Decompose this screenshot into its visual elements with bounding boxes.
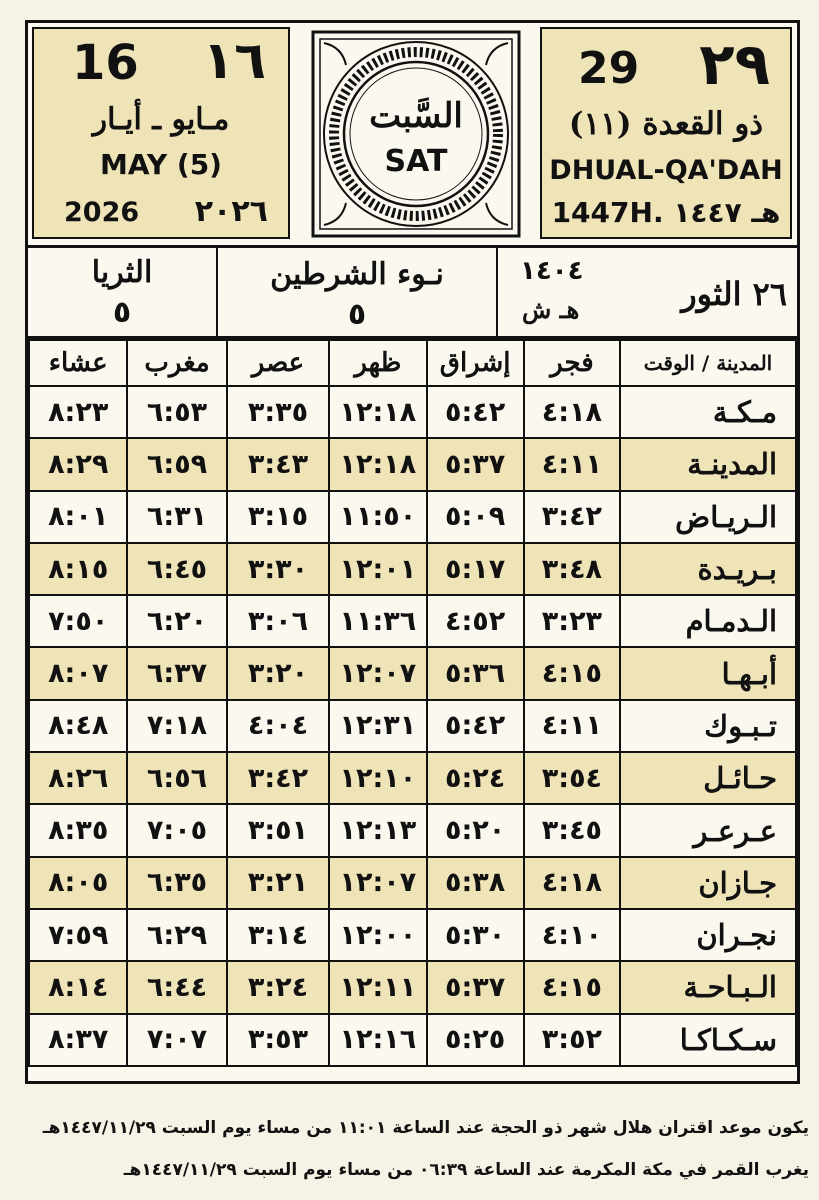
isha-time: ٨:٢٣ xyxy=(29,386,127,438)
dhuhr-time: ١١:٣٦ xyxy=(329,595,426,647)
solar-year-suffix: هـ ش xyxy=(522,295,580,324)
gregorian-day-western: 16 xyxy=(72,35,139,91)
isha-time: ٨:٣٧ xyxy=(29,1014,127,1066)
asr-time: ٣:٣٠ xyxy=(227,543,329,595)
header-shuruq: إشراق xyxy=(427,340,524,386)
isha-time: ٨:٢٦ xyxy=(29,752,127,804)
maghrib-time: ٦:٢٩ xyxy=(127,909,226,961)
fajr-time: ٣:٢٣ xyxy=(524,595,620,647)
shuruq-time: ٥:٤٢ xyxy=(427,386,524,438)
dhuhr-time: ١٢:٣١ xyxy=(329,700,426,752)
gregorian-month-arabic: مـايو ـ أيـار xyxy=(92,102,230,137)
city-name: عـرعـر xyxy=(620,804,796,856)
table-row xyxy=(29,857,796,909)
table-row xyxy=(29,491,796,543)
table-row xyxy=(29,700,796,752)
isha-time: ٧:٥٠ xyxy=(29,595,127,647)
isha-time: ٨:٠١ xyxy=(29,491,127,543)
maghrib-time: ٦:٣٥ xyxy=(127,857,226,909)
asr-time: ٣:٢٤ xyxy=(227,961,329,1013)
city-name: نجـران xyxy=(620,909,796,961)
dhuhr-time: ١٢:١٨ xyxy=(329,438,426,490)
isha-time: ٧:٥٩ xyxy=(29,909,127,961)
asr-time: ٣:٤٢ xyxy=(227,752,329,804)
header xyxy=(28,23,797,248)
city-name: أبـهـا xyxy=(620,647,796,699)
isha-time: ٨:٠٥ xyxy=(29,857,127,909)
season-info-row xyxy=(28,248,797,339)
asr-time: ٤:٠٤ xyxy=(227,700,329,752)
maghrib-time: ٦:٣١ xyxy=(127,491,226,543)
city-name: المدينـة xyxy=(620,438,796,490)
maghrib-time: ٧:١٨ xyxy=(127,700,226,752)
maghrib-time: ٦:٥٦ xyxy=(127,752,226,804)
maghrib-time: ٦:٢٠ xyxy=(127,595,226,647)
header-dhuhr: ظهر xyxy=(329,340,426,386)
hijri-month-english: DHUAL-QA'DAH xyxy=(549,155,783,186)
fajr-time: ٣:٥٢ xyxy=(524,1014,620,1066)
gregorian-year-western: 2026 xyxy=(64,197,140,228)
fajr-time: ٣:٤٨ xyxy=(524,543,620,595)
table-row xyxy=(29,543,796,595)
table-row xyxy=(29,438,796,490)
fajr-time: ٣:٤٥ xyxy=(524,804,620,856)
table-row xyxy=(29,804,796,856)
header-maghrib: مغرب xyxy=(127,340,226,386)
isha-time: ٨:٠٧ xyxy=(29,647,127,699)
shuruq-time: ٥:٤٢ xyxy=(427,700,524,752)
fajr-time: ٤:١٨ xyxy=(524,386,620,438)
thurayya-value: ٥ xyxy=(112,295,132,330)
shuruq-time: ٥:٣٧ xyxy=(427,961,524,1013)
city-name: حـائـل xyxy=(620,752,796,804)
maghrib-time: ٧:٠٧ xyxy=(127,1014,226,1066)
shuruq-time: ٥:٢٠ xyxy=(427,804,524,856)
fajr-time: ٤:١٥ xyxy=(524,647,620,699)
maghrib-time: ٦:٣٧ xyxy=(127,647,226,699)
table-row xyxy=(29,961,796,1013)
shuruq-time: ٥:٣٦ xyxy=(427,647,524,699)
table-row xyxy=(29,386,796,438)
shuruq-time: ٥:٢٥ xyxy=(427,1014,524,1066)
city-name: مـكـة xyxy=(620,386,796,438)
dhuhr-time: ١٢:٠٧ xyxy=(329,857,426,909)
shuruq-time: ٥:١٧ xyxy=(427,543,524,595)
asr-time: ٣:٥٣ xyxy=(227,1014,329,1066)
city-name: جـازان xyxy=(620,857,796,909)
isha-time: ٨:٣٥ xyxy=(29,804,127,856)
solar-date-cell xyxy=(498,248,797,336)
naw-value: ٥ xyxy=(347,297,367,332)
table-row xyxy=(29,595,796,647)
dhuhr-time: ١١:٥٠ xyxy=(329,491,426,543)
hijri-month-arabic: ذو القعدة (١١) xyxy=(568,106,764,142)
thurayya-cell xyxy=(28,248,218,336)
note-moonset: يغرب القمر في مكة المكرمة عند الساعة ٠٦:٣٩ من مساء يوم السبت ١٤٤٧/١١/٢٩هـ xyxy=(123,1160,809,1180)
weekday-english: SAT xyxy=(384,144,448,179)
city-name: الـدمـام xyxy=(620,595,796,647)
maghrib-time: ٧:٠٥ xyxy=(127,804,226,856)
dhuhr-time: ١٢:٠٧ xyxy=(329,647,426,699)
header-city-time: المدينة / الوقت xyxy=(620,340,796,386)
header-isha: عشاء xyxy=(29,340,127,386)
asr-time: ٣:١٥ xyxy=(227,491,329,543)
prayer-times-table xyxy=(28,339,797,1067)
hijri-day-western: 29 xyxy=(578,43,640,94)
shuruq-time: ٥:٣٠ xyxy=(427,909,524,961)
maghrib-time: ٦:٥٩ xyxy=(127,438,226,490)
gregorian-year-arabic: ٢٠٢٦ xyxy=(194,194,268,229)
maghrib-time: ٦:٤٥ xyxy=(127,543,226,595)
shuruq-time: ٥:٣٨ xyxy=(427,857,524,909)
header-time: الوقت xyxy=(643,351,695,375)
isha-time: ٨:٤٨ xyxy=(29,700,127,752)
asr-time: ٣:٢٠ xyxy=(227,647,329,699)
fajr-time: ٤:١١ xyxy=(524,700,620,752)
dhuhr-time: ١٢:١٠ xyxy=(329,752,426,804)
fajr-time: ٤:١٥ xyxy=(524,961,620,1013)
shuruq-time: ٥:٠٩ xyxy=(427,491,524,543)
header-asr: عصر xyxy=(227,340,329,386)
gregorian-day-arabic: ١٦ xyxy=(202,31,266,91)
table-row xyxy=(29,909,796,961)
dhuhr-time: ١٢:٠١ xyxy=(329,543,426,595)
dhuhr-time: ١٢:١٣ xyxy=(329,804,426,856)
table-row xyxy=(29,1014,796,1066)
table-row xyxy=(29,647,796,699)
weekday-arabic: السَّبت xyxy=(369,96,463,136)
asr-time: ٣:٢١ xyxy=(227,857,329,909)
isha-time: ٨:٢٩ xyxy=(29,438,127,490)
fajr-time: ٣:٥٤ xyxy=(524,752,620,804)
asr-time: ٣:١٤ xyxy=(227,909,329,961)
dhuhr-time: ١٢:١٨ xyxy=(329,386,426,438)
naw-cell xyxy=(218,248,498,336)
shuruq-time: ٤:٥٢ xyxy=(427,595,524,647)
gregorian-month-english: MAY (5) xyxy=(100,148,222,181)
thurayya-label: الثريا xyxy=(91,255,153,290)
calendar-page xyxy=(25,20,800,1084)
fajr-time: ٣:٤٢ xyxy=(524,491,620,543)
asr-time: ٣:٣٥ xyxy=(227,386,329,438)
hijri-year: 1447H. هـ ١٤٤٧ xyxy=(551,196,781,229)
header-fajr: فجر xyxy=(524,340,620,386)
city-name: تـبـوك xyxy=(620,700,796,752)
zodiac-day: ٢٦ الثور xyxy=(681,275,787,313)
city-name: الـبـاحـة xyxy=(620,961,796,1013)
isha-time: ٨:١٥ xyxy=(29,543,127,595)
table-row xyxy=(29,752,796,804)
hijri-date-box xyxy=(540,27,792,239)
maghrib-time: ٦:٥٣ xyxy=(127,386,226,438)
fajr-time: ٤:١١ xyxy=(524,438,620,490)
city-name: الـريـاض xyxy=(620,491,796,543)
asr-time: ٣:٥١ xyxy=(227,804,329,856)
note-conjunction: يكون موعد اقتران هلال شهر ذو الحجة عند الساعة ١١:٠١ من مساء يوم السبت ١٤٤٧/١١/٢٩هـ xyxy=(42,1118,809,1138)
hijri-day-arabic: ٢٩ xyxy=(699,30,770,98)
dhuhr-time: ١٢:٠٠ xyxy=(329,909,426,961)
fajr-time: ٤:١٨ xyxy=(524,857,620,909)
table-header-row xyxy=(29,340,796,386)
asr-time: ٣:٠٦ xyxy=(227,595,329,647)
dhuhr-time: ١٢:١٦ xyxy=(329,1014,426,1066)
shuruq-time: ٥:٢٤ xyxy=(427,752,524,804)
fajr-time: ٤:١٠ xyxy=(524,909,620,961)
isha-time: ٨:١٤ xyxy=(29,961,127,1013)
city-name: بـريـدة xyxy=(620,543,796,595)
naw-label: نـوء الشرطين xyxy=(270,257,444,292)
asr-time: ٣:٤٣ xyxy=(227,438,329,490)
solar-year: ١٤٠٤ xyxy=(520,256,584,286)
maghrib-time: ٦:٤٤ xyxy=(127,961,226,1013)
weekday-seal xyxy=(310,29,522,239)
shuruq-time: ٥:٣٧ xyxy=(427,438,524,490)
dhuhr-time: ١٢:١١ xyxy=(329,961,426,1013)
header-city: المدينة xyxy=(716,351,773,375)
gregorian-date-box xyxy=(32,27,290,239)
city-name: سـكـاكـا xyxy=(620,1014,796,1066)
